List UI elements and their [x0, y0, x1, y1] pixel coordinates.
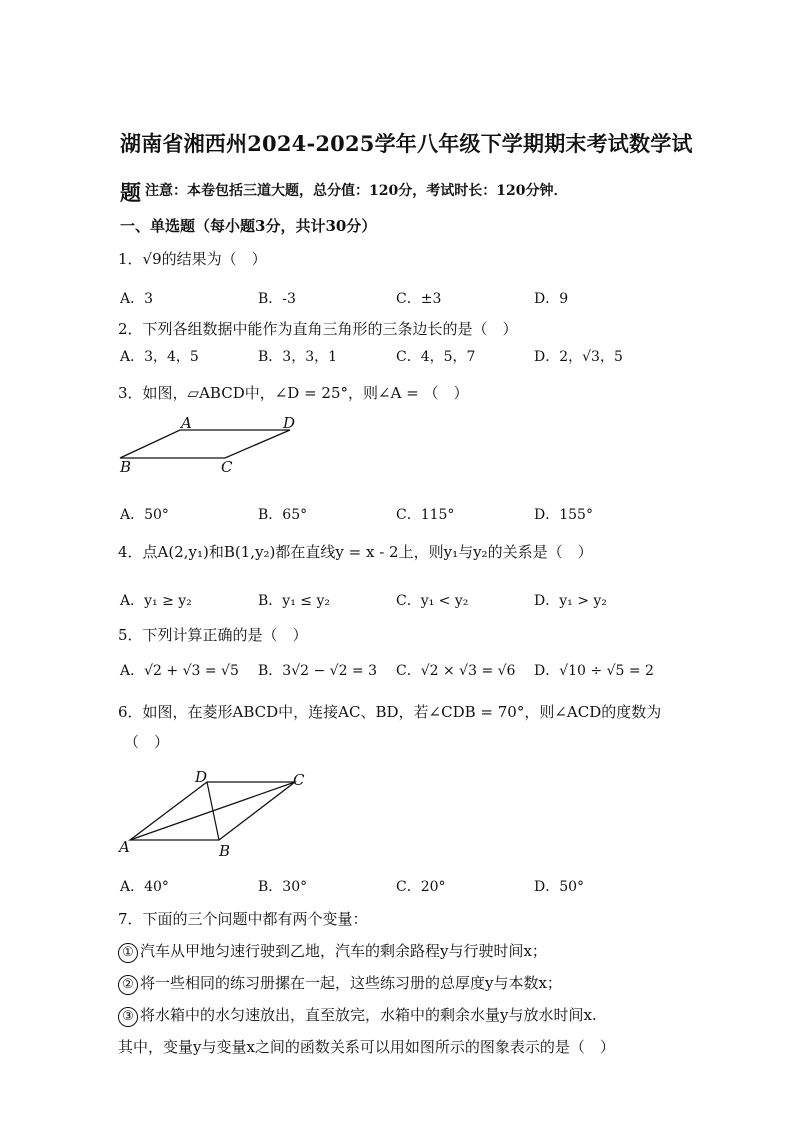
q2-option-d: D．2，√3，5 — [534, 349, 623, 365]
q7-item-1 — [118, 940, 547, 963]
q7-item-1-text: 汽车从甲地匀速行驶到乙地，汽车的剩余路程y与行驶时间x； — [140, 942, 547, 960]
q6-option-b: B．30° — [258, 879, 308, 895]
exam-title-continued: 题 — [120, 180, 141, 205]
question-7-stem: 7．下面的三个问题中都有两个变量： — [118, 910, 368, 928]
q4-option-c: C．y₁ < y₂ — [396, 593, 469, 609]
question-1-stem: 1．√9的结果为（ ） — [118, 250, 267, 268]
vertex-label-d: D — [283, 414, 296, 432]
q7-item-2-text: 将一些相同的练习册摞在一起，这些练习册的总厚度y与本数x； — [140, 974, 562, 992]
q2-option-b: B．3，3，1 — [258, 349, 338, 365]
section-heading: 一、单选题（每小题3分，共计30分） — [120, 217, 377, 235]
q6-option-c: C．20° — [396, 879, 446, 895]
q1-option-a: A．3 — [120, 291, 154, 307]
vertex-label-c: C — [221, 458, 233, 476]
q5-option-b: B．3√2 − √2 = 3 — [258, 663, 378, 679]
question-6-stem-continued: （ ） — [124, 733, 170, 751]
q1-option-d: D．9 — [534, 291, 569, 307]
diagonal-bd — [207, 782, 219, 840]
q1-option-b: B．-3 — [258, 291, 296, 307]
q6-option-a: A．40° — [120, 879, 169, 895]
vertex-label-b: B — [120, 458, 132, 476]
q4-option-a: A．y₁ ≥ y₂ — [120, 593, 192, 609]
q5-option-a: A．√2 + √3 = √5 — [120, 663, 239, 679]
q3-option-d: D．155° — [534, 507, 593, 523]
vertex-label-b: B — [219, 842, 231, 860]
vertex-label-c: C — [293, 771, 305, 789]
q3-option-b: B．65° — [258, 507, 308, 523]
parallelogram-shape — [120, 430, 290, 458]
rhombus-figure — [115, 768, 315, 860]
question-6-stem: 6．如图，在菱形ABCD中，连接AC、BD，若∠CDB = 70°，则∠ACD的度数为 — [118, 703, 662, 721]
vertex-label-d: D — [195, 768, 208, 786]
exam-title: 湖南省湘西州2024-2025学年八年级下学期期末考试数学试 — [120, 131, 693, 156]
q5-option-d: D．√10 ÷ √5 = 2 — [534, 663, 654, 679]
question-2-stem: 2．下列各组数据中能作为直角三角形的三条边长的是（ ） — [118, 320, 518, 338]
q4-option-b: B．y₁ ≤ y₂ — [258, 593, 330, 609]
item-number-3: ③ — [118, 1007, 138, 1027]
vertex-label-a: A — [181, 414, 192, 432]
question-4-stem: 4．点A(2,y₁)和B(1,y₂)都在直线y = x - 2上，则y₁与y₂的关系是（ ） — [118, 543, 593, 561]
question-7-closing: 其中，变量y与变量x之间的函数关系可以用如图所示的图象表示的是（ ） — [118, 1038, 615, 1056]
q5-option-c: C．√2 × √3 = √6 — [396, 663, 516, 679]
q3-option-a: A．50° — [120, 507, 169, 523]
q7-item-3-text: 将水箱中的水匀速放出，直至放完，水箱中的剩余水量y与放水时间x. — [140, 1006, 597, 1024]
vertex-label-a: A — [119, 838, 130, 856]
question-3-stem: 3．如图，▱ABCD中，∠D = 25°，则∠A = （ ） — [118, 384, 469, 402]
q3-option-c: C．115° — [396, 507, 455, 523]
parallelogram-figure — [115, 412, 315, 477]
question-5-stem: 5．下列计算正确的是（ ） — [118, 626, 308, 644]
q1-option-c: C．±3 — [396, 291, 442, 307]
q7-item-3 — [118, 1004, 597, 1027]
q4-option-d: D．y₁ > y₂ — [534, 593, 607, 609]
q7-item-2 — [118, 972, 562, 995]
q2-option-a: A．3，4，5 — [120, 349, 199, 365]
q6-option-d: D．50° — [534, 879, 585, 895]
q2-option-c: C．4，5，7 — [396, 349, 476, 365]
exam-note: 注意：本卷包括三道大题，总分值：120分，考试时长：120分钟． — [145, 183, 568, 199]
item-number-1: ① — [118, 943, 138, 963]
item-number-2: ② — [118, 975, 138, 995]
